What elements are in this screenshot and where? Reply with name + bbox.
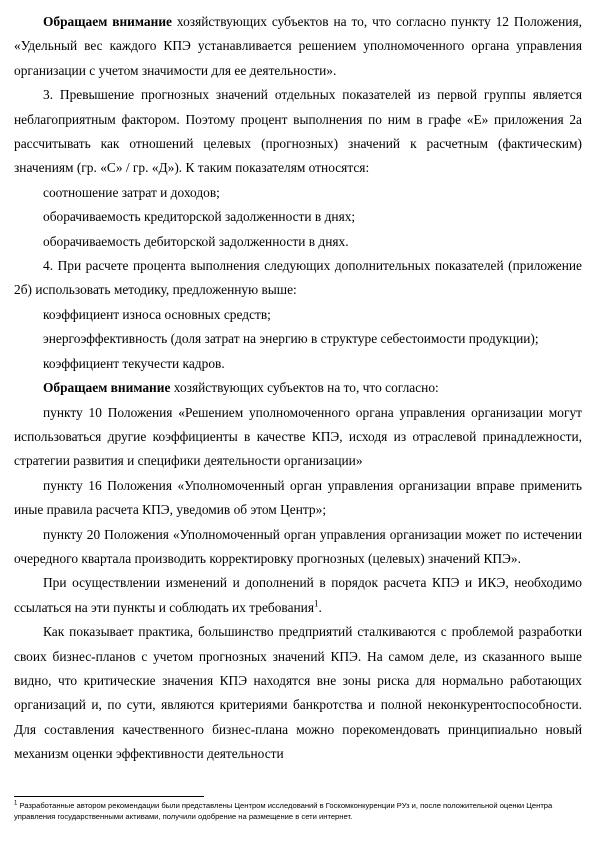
list-item: оборачиваемость кредиторской задолженности в днях; bbox=[43, 209, 356, 225]
footnote-text: Разработанные автором рекомендации были представлены Центром исследований в Госкомконкуренции РУз и, после положительной оценки Центра управления государственными активами, получили одобрение на размещение в сети интернет. bbox=[14, 801, 553, 821]
footnote-divider bbox=[14, 796, 204, 797]
list-item: коэффициент износа основных средств; bbox=[43, 306, 271, 322]
paragraph-clause-20: пункту 20 Положения «Уполномоченный орган управления организации может по истечении очередного квартала производить корректировку прогнозных (целевых) значений КПЭ». bbox=[14, 526, 582, 566]
paragraph-text: При осуществлении изменений и дополнений в порядок расчета КПЭ и ИКЭ, необходимо ссылаться на эти пункты и соблюдать их требования bbox=[14, 575, 582, 615]
paragraph-changes bbox=[14, 571, 582, 620]
body-text bbox=[14, 10, 582, 767]
paragraph-text: хозяйствующих субъектов на то, что согласно: bbox=[170, 380, 439, 396]
paragraph-point-3: 3. Превышение прогнозных значений отдельных показателей из первой группы является неблагоприятным фактором. Поэтому процент выполнения по ним в графе «Е» приложения 2а рассчитывать как отношений целевых (прогнозных) значений к расчетным (фактическим) значениям (гр. «С» / гр. «Д»). К таким показателям относятся: bbox=[14, 87, 582, 176]
paragraph-clause-10: пункту 10 Положения «Решением уполномоченного органа управления организации могут использоваться другие коэффициенты в качестве КПЭ, исходя из отраслевой принадлежности, стратегии развития и специфики деятельности организации» bbox=[14, 404, 582, 469]
list-item: коэффициент текучести кадров. bbox=[43, 355, 225, 371]
paragraph-tail: . bbox=[318, 599, 322, 615]
list-item: соотношение затрат и доходов; bbox=[43, 184, 220, 200]
footnote bbox=[14, 800, 582, 822]
paragraph-clause-16: пункту 16 Положения «Уполномоченный орган управления организации вправе применить иные правила расчета КПЭ, уведомив об этом Центр»; bbox=[14, 477, 582, 518]
paragraph-lead: Обращаем внимание bbox=[43, 380, 171, 396]
paragraph-point-4: 4. При расчете процента выполнения следующих дополнительных показателей (приложение 2б) использовать методику, предложенную выше: bbox=[14, 258, 582, 298]
paragraph-attention-kpi-weight bbox=[14, 10, 582, 83]
paragraph-practice: Как показывает практика, большинство предприятий сталкиваются с проблемой разработки своих бизнес-планов с учетом прогнозных значений КПЭ. На самом деле, из сказанного выше видно, что критические значения КПЭ находятся вне зоны риска для нормально работающих организаций и, по сути, являются критериями банкротства и полной неконкурентоспособности. Для составления качественного бизнес-плана можно порекомендовать принципиально новый механизм оценки эффективности деятельности bbox=[14, 624, 582, 762]
list-item: энергоэффективность (доля затрат на энергию в структуре себестоимости продукции); bbox=[43, 331, 539, 347]
footnote-marker: 1 bbox=[14, 800, 18, 807]
paragraph-attention-clauses bbox=[14, 376, 582, 400]
paragraph-lead: Обращаем внимание bbox=[43, 14, 172, 29]
list-item: оборачиваемость дебиторской задолженности в днях. bbox=[43, 233, 349, 249]
paragraph-text: хозяйствующих субъектов на то, что согласно пункту 12 Положения, «Удельный вес каждого КПЭ устанавливается решением уполномоченного органа управления организации с учетом значимости для ее деятельности». bbox=[14, 14, 582, 78]
footnote-reference: 1 bbox=[314, 598, 319, 609]
